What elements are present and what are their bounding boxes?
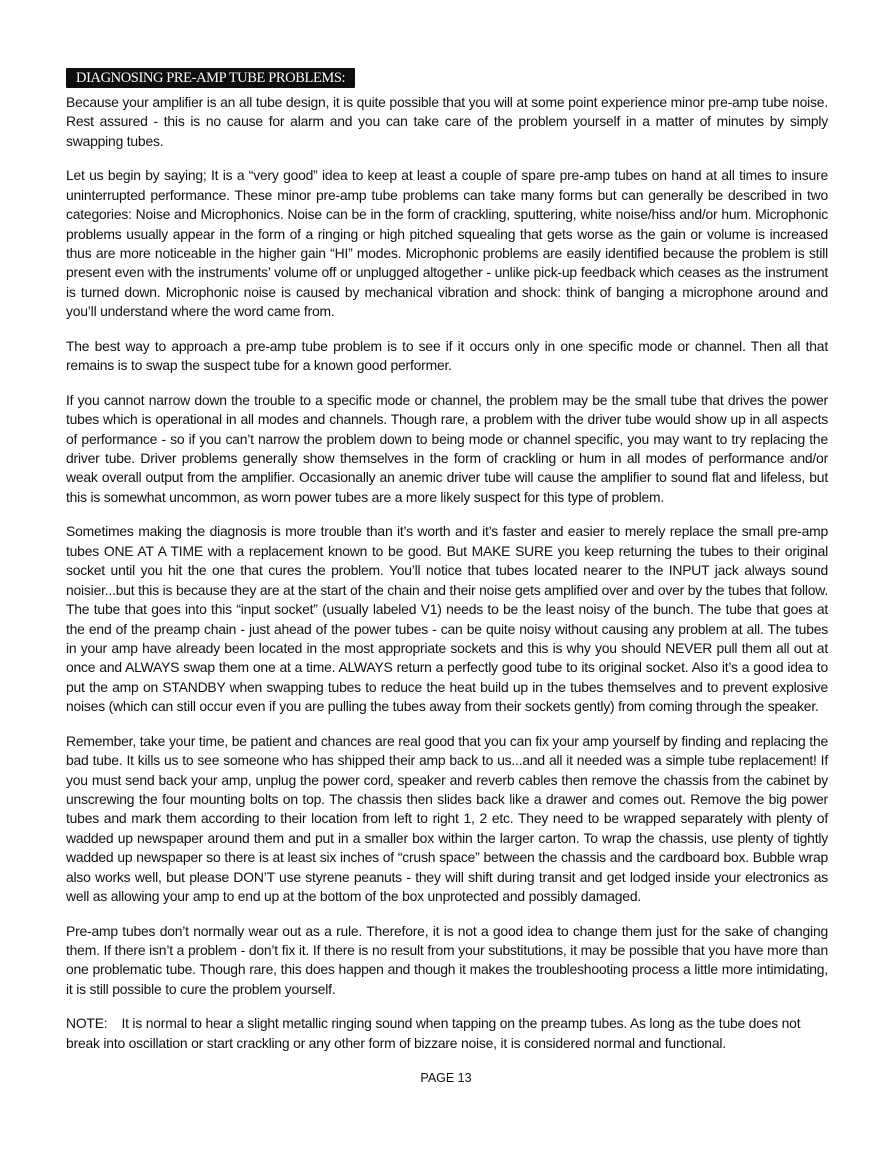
paragraph-wear: Pre-amp tubes don’t normally wear out as a rule. Therefore, it is not a good idea to change them just for the sake of changing them. If there isn’t a problem - don’t fix it. If there is no result from your substitutions, it may be possible that you have more than one problematic tube. Though rare, this does happen and though it makes the troubleshooting process a little more intimidating, it is still possible to cure the problem yourself. bbox=[66, 922, 828, 997]
note-label: NOTE: bbox=[66, 1015, 108, 1032]
page-number: PAGE 13 bbox=[420, 1071, 472, 1085]
paragraph-shipping: Remember, take your time, be patient and chances are real good that you can fix your amp yourself by finding and replacing the bad tube. It kills us to see someone who has shipped their amp back to us...and all it needed was a simple tube replacement! If you must send back your amp, unplug the power cord, speaker and reverb cables then remove the chassis from the cabinet by unscrewing the four mounting bolts on top. The chassis then slides back like a drawer and comes out. Remove the big power tubes and mark them according to their location from left to right 1, 2 etc. They need to be wrapped separately with plenty of wadded up newspaper around them and put in a smaller box within the larger carton. To wrap the chassis, use plenty of tightly wadded up newspaper so there is at least six inches of “crush space” between the chassis and the cardboard box. Bubble wrap also works well, but please DON’T use styrene peanuts - they will shift during transit and get lodged inside your electronics as well as allowing your amp to end up at the bottom of the box unprotected and possibly damaged. bbox=[66, 732, 828, 904]
section-heading: DIAGNOSING PRE-AMP TUBE PROBLEMS: bbox=[66, 68, 355, 88]
paragraph-noise-microphonics: Let us begin by saying; It is a “very good” idea to keep at least a couple of spare pre-amp tubes on hand at all times to insure uninterrupted performance. These minor pre-amp tube problems can take many forms but can generally be described in two categories: Noise and Microphonics. Noise can be in the form of crackling, sputtering, white noise/hiss and/or hum. Microphonic problems usually appear in the form of a ringing or high pitched squealing that gets worse as the gain or volume is increased thus are more noticeable in the higher gain “HI” modes. Microphonic problems are easily identified because the problem is still present even with the instruments’ volume off or unplugged altogether - unlike pick-up feedback which ceases as the instrument is turned down. Microphonic noise is caused by mechanical vibration and shock: think of banging a microphone around and you’ll understand where the word came from. bbox=[66, 167, 828, 320]
paragraph-approach: The best way to approach a pre-amp tube problem is to see if it occurs only in one specific mode or channel. Then all that remains is to swap the suspect tube for a known good performer. bbox=[66, 337, 828, 374]
note-text: It is normal to hear a slight metallic ringing sound when tapping on the preamp tubes. As long as the tube does not break into oscillation or start crackling or any other form of bizzare noise, it is considered normal and functional. bbox=[66, 1015, 801, 1051]
paragraph-driver-tube: If you cannot narrow down the trouble to a specific mode or channel, the problem may be the small tube that drives the power tubes which is operational in all modes and channels. Though rare, a problem with the driver tube would show up in all aspects of performance - so if you can’t narrow the problem down to being mode or channel specific, you may want to try replacing the driver tube. Driver problems generally show themselves in the form of crackling or hum in all modes of performance and/or weak overall output from the amplifier. Occasionally an anemic driver tube will cause the amplifier to sound flat and lifeless, but this is somewhat uncommon, as worn power tubes are a more likely suspect for this type of problem. bbox=[66, 391, 828, 505]
manual-page bbox=[66, 68, 828, 1068]
paragraph-intro: Because your amplifier is an all tube design, it is quite possible that you will at some point experience minor pre-amp tube noise. Rest assured - this is no cause for alarm and you can take care of the problem yourself in a matter of minutes by simply swapping tubes. bbox=[66, 94, 828, 149]
note-paragraph bbox=[66, 1014, 828, 1053]
paragraph-one-at-a-time: Sometimes making the diagnosis is more trouble than it’s worth and it’s faster and easier to merely replace the small pre-amp tubes ONE AT A TIME with a replacement known to be good. But MAKE SURE you keep returning the tubes to their original socket until you hit the one that cures the problem. You’ll notice that tubes located nearer to the INPUT jack always sound noisier...but this is because they are at the start of the chain and their noise gets amplified over and over by the tubes that follow. The tube that goes into this “input socket” (usually labeled V1) needs to be the least noisy of the bunch. The tube that goes at the end of the preamp chain - just ahead of the power tubes - can be quite noisy without causing any problem at all. The tubes in your amp have already been located in the most appropriate sockets and this is why you should NEVER pull them all out at once and ALWAYS swap them one at a time. ALWAYS return a perfectly good tube to its original socket. Also it’s a good idea to put the amp on STANDBY when swapping tubes to reduce the heat build up in the tubes themselves and to prevent explosive noises (which can still occur even if you are pulling the tubes away from their sockets gently) from coming through the speaker. bbox=[66, 523, 828, 715]
